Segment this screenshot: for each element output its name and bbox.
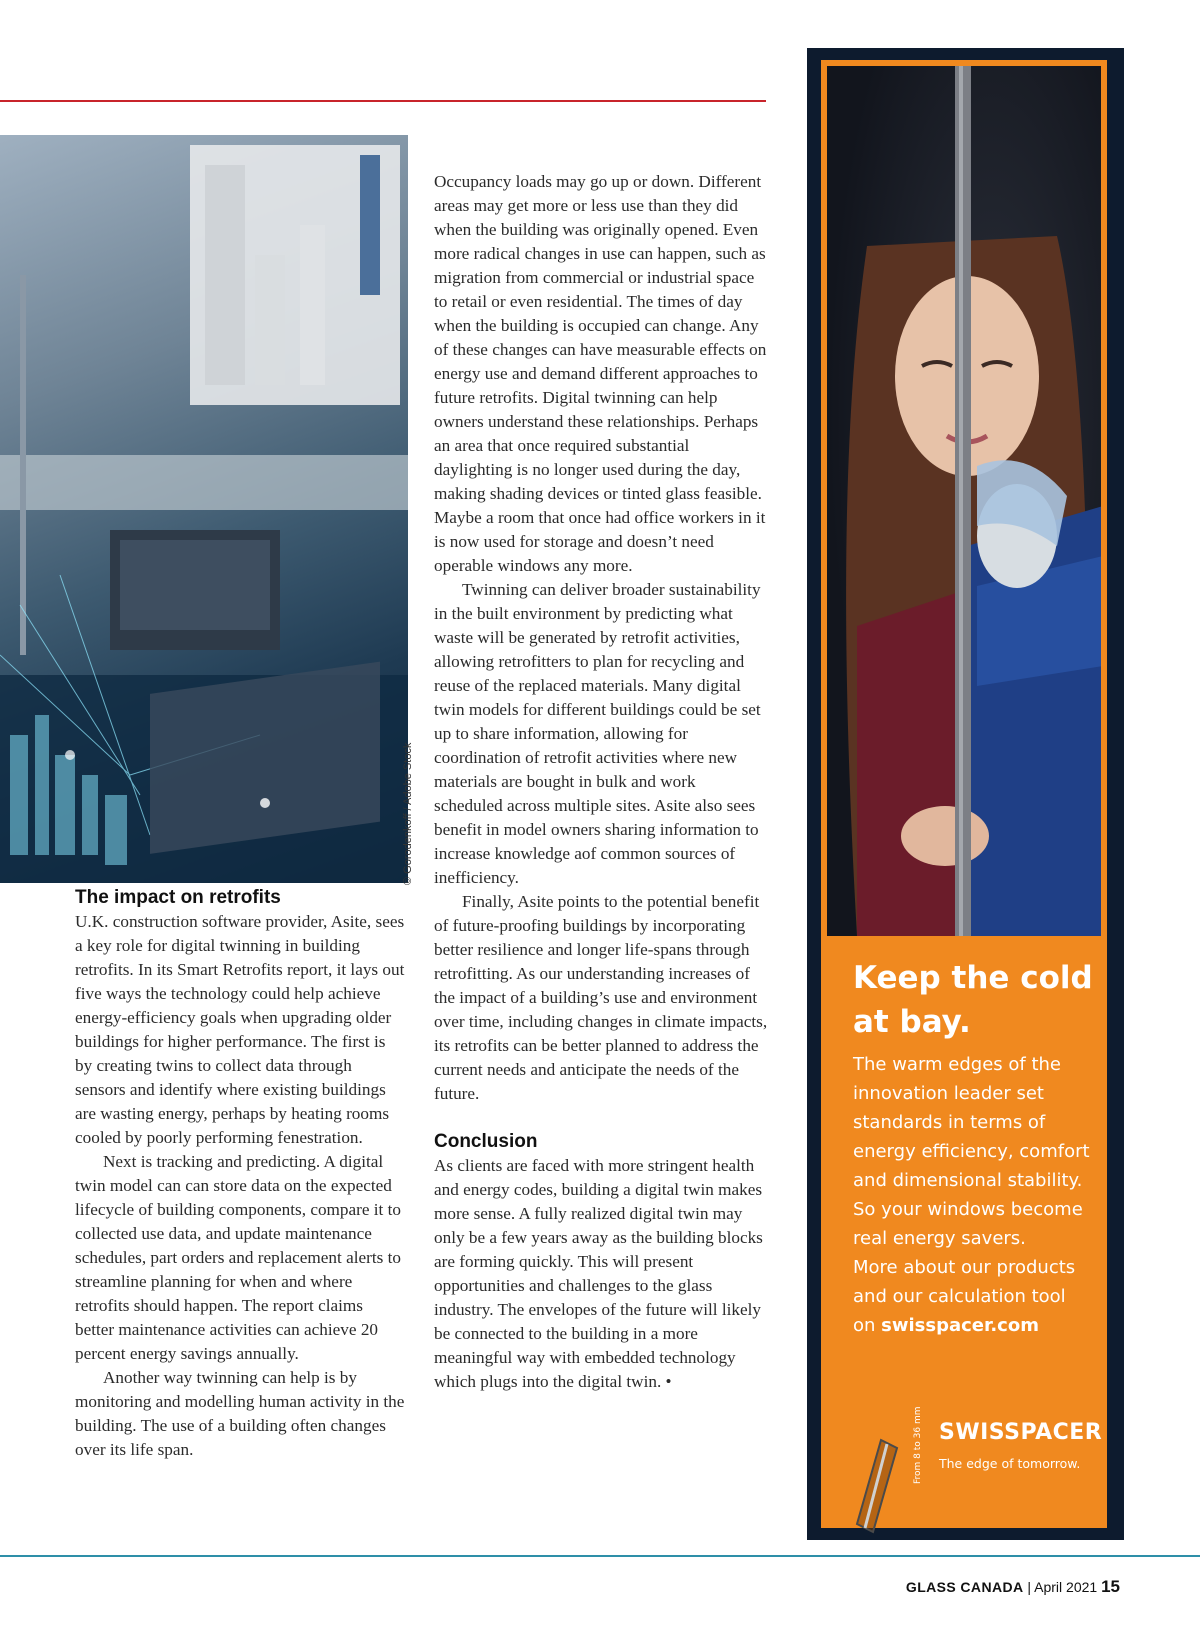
top-rule [0, 100, 766, 102]
swisspacer-advertisement[interactable] [807, 48, 1124, 1540]
ad-website-link[interactable]: swisspacer.com [881, 1315, 1039, 1336]
paragraph: Next is tracking and predicting. A digital twin model can can store data on the expected lifecycle of building components, compare it to collected use data, and update maintenance schedules, part orders and replacement alerts to streamline planning for when and where retrofits should happen. The report claims better maintenance activities can achieve 20 percent energy savings annually. [75, 1152, 401, 1363]
paragraph: Occupancy loads may go up or down. Different areas may get more or less use than they did when the building was originally opened. Even more radical changes in use can happen, such as migration from commercial or industrial space to retail or even residential. The times of day when the building is occupied can change. Any of these changes can have measurable effects on energy use and demand different approaches to future retrofits. Digital twinning can help owners understand these relationships. Perhaps an area that once required substantial daylighting is no longer used during the day, making shading devices or tinted glass feasible. Maybe a room that once had office workers in it is now used for storage and doesn’t need operable windows any more. [434, 172, 767, 575]
section-heading: Conclusion [434, 1131, 538, 1152]
office-digital-twin-photo [0, 135, 408, 883]
swisspacer-logo-text: SWISSPACER [939, 1420, 1103, 1445]
ad-size-range: From 8 to 36 mm [913, 1406, 923, 1484]
ad-cta-text: More about our products and our calculation tool on [853, 1257, 1076, 1336]
page-footer [906, 1577, 1120, 1597]
spacer-profile-icon [851, 1438, 901, 1539]
article-column-2 [434, 170, 768, 1394]
ad-body-text: The warm edges of the innovation leader set standards in terms of energy efficiency, comfort and dimensional stability. So your windows become real energy savers. [853, 1054, 1090, 1249]
paragraph: Another way twinning can help is by monitoring and modelling human activity in the building. The use of a building often changes over its life span. [75, 1368, 405, 1459]
paragraph: As clients are faced with more stringent health and energy codes, building a digital twin makes more sense. A fully realized digital twin may only be a few years away as the building blocks are forming quickly. This will present opportunities and challenges to the glass industry. The envelopes of the future will likely be connected to the building in a more meaningful way with embedded technology which plugs into the digital twin. • [434, 1156, 763, 1391]
ad-body [853, 1050, 1093, 1340]
bottom-rule [0, 1555, 1200, 1557]
magazine-name: GLASS CANADA [905, 1579, 1024, 1595]
ad-headline: Keep the cold at bay. [853, 960, 1093, 1040]
section-heading: The impact on retrofits [75, 887, 281, 908]
paragraph: U.K. construction software provider, Asite, sees a key role for digital twinning in building retrofits. In its Smart Retrofits report, it lays out five ways the technology could help achieve energy-efficiency goals when upgrading older buildings for higher performance. The first is by creating twins to collect data through sensors and identify where existing buildings are wasting energy, perhaps by heating rooms cooled by poorly performing fenestration. [75, 912, 405, 1147]
ad-tagline: The edge of tomorrow. [939, 1456, 1081, 1471]
paragraph: Finally, Asite points to the potential benefit of future-proofing buildings by incorporating better resilience and longer life-spans through retrofitting. As our understanding increases of the impact of a building’s use and environment over time, including changes in climate impacts, its retrofits can be better planned to address the current needs and anticipate the needs of the future. [434, 892, 768, 1103]
page-number: 15 [1101, 1577, 1120, 1596]
issue-date: | April 2021 [1027, 1579, 1098, 1595]
photo-credit: © Gorodenkoff / Adobe Stock [402, 742, 414, 885]
article-column-1 [75, 886, 405, 1462]
paragraph: Twinning can deliver broader sustainability in the built environment by predicting what waste will be generated by retrofit activities, allowing retrofitters to plan for recycling and reuse of the replaced materials. Many digital twin models for different buildings could be set up to share information, allowing for coordination of retrofit activities where new materials are bought in bulk and work scheduled across multiple sites. Asite also sees benefit in model owners sharing information to increase knowledge aof common sources of inefficiency. [434, 580, 761, 887]
